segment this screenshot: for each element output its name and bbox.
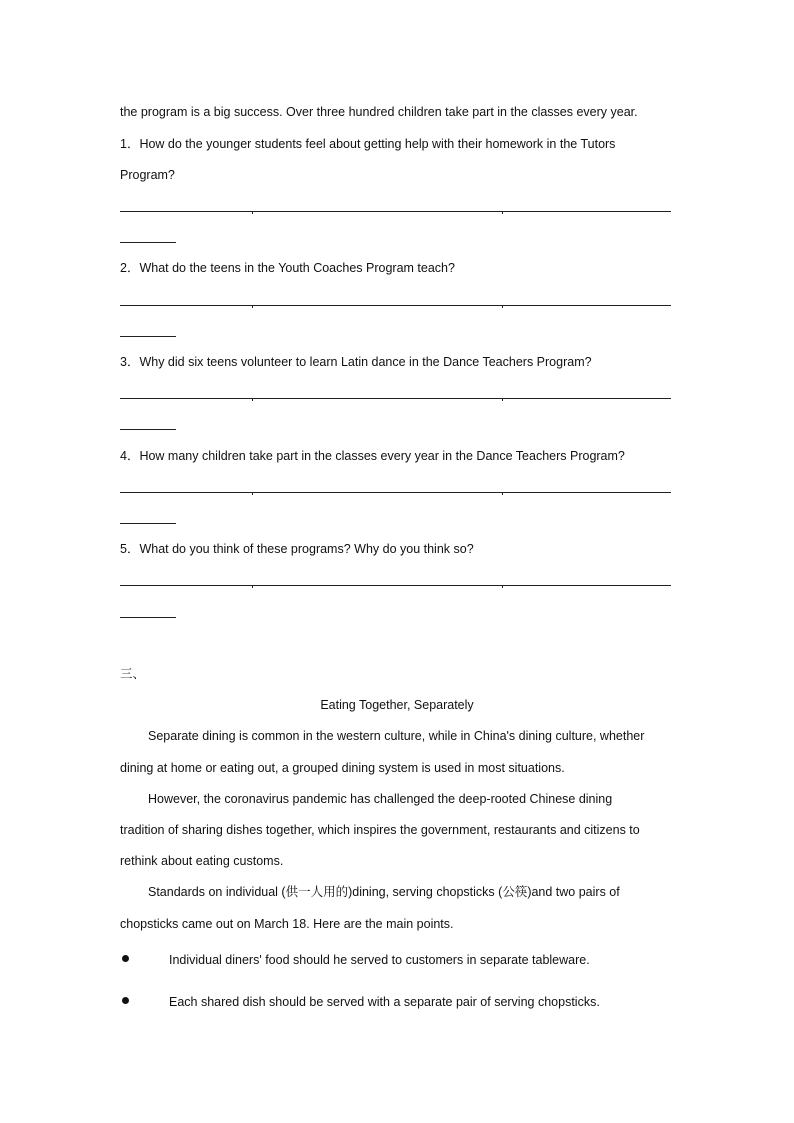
question-2-line-1: 2．What do the teens in the Youth Coaches Program teach? <box>120 261 455 275</box>
paragraph-3-line-1: Standards on individual (供一人用的)dining, serving chopsticks (公筷)and two pairs of <box>148 885 620 899</box>
bullet-item-2-text: Each shared dish should be served with a separate pair of serving chopsticks. <box>169 995 600 1009</box>
bullet-item-1-text: Individual diners' food should he served to customers in separate tableware. <box>169 953 590 967</box>
question-1-line-2: Program? <box>120 168 175 182</box>
question-1-line-1: 1．How do the younger students feel about getting help with their homework in the Tutors <box>120 137 616 151</box>
paragraph-1-line-2: dining at home or eating out, a grouped dining system is used in most situations. <box>120 761 565 775</box>
section-number: 三、 <box>120 667 146 681</box>
paragraph-2-line-2: tradition of sharing dishes together, which inspires the government, restaurants and citizens to <box>120 823 640 837</box>
paragraph-1-line-1: Separate dining is common in the western culture, while in China's dining culture, whether <box>148 729 645 743</box>
question-3-line-1: 3．Why did six teens volunteer to learn Latin dance in the Dance Teachers Program? <box>120 355 592 369</box>
paragraph-2-line-3: rethink about eating customs. <box>120 854 284 868</box>
bullet-dot-icon <box>122 997 129 1004</box>
question-4-line-1: 4．How many children take part in the classes every year in the Dance Teachers Program? <box>120 449 625 463</box>
paragraph-3-line-2: chopsticks came out on March 18. Here are the main points. <box>120 917 454 931</box>
passage-end: the program is a big success. Over three hundred children take part in the classes every year. <box>120 105 638 119</box>
paragraph-2-line-1: However, the coronavirus pandemic has challenged the deep-rooted Chinese dining <box>148 792 613 806</box>
bullet-dot-icon <box>122 955 129 962</box>
question-5-line-1: 5．What do you think of these programs? Why do you think so? <box>120 542 474 556</box>
section-title: Eating Together, Separately <box>320 698 474 712</box>
